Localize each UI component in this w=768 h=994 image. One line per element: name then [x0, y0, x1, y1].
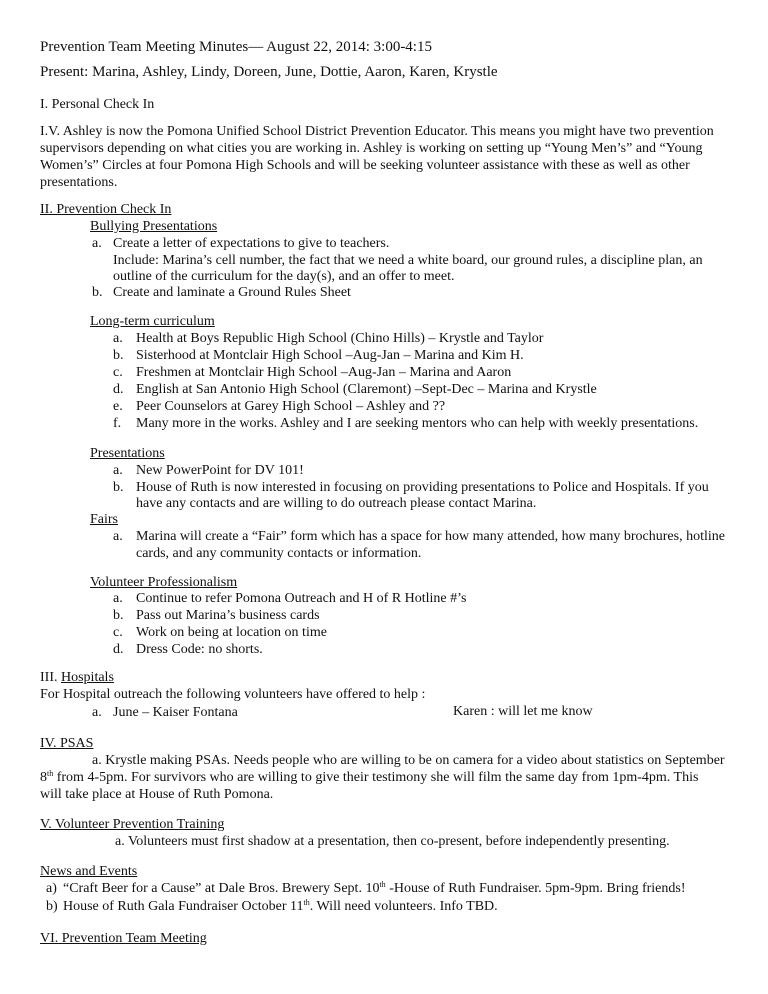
list-item: outline of the curriculum for the day(s), and an offer to meet. — [113, 269, 455, 284]
list-item: Freshmen at Montclair High School –Aug-Jan – Marina and Aaron — [136, 365, 512, 380]
text-run: . Will need volunteers. Info TBD. — [309, 899, 498, 914]
list-item: Create a letter of expectations to give to teachers. — [113, 236, 390, 251]
superscript: th — [47, 769, 54, 778]
paragraph-line: a. Krystle making PSAs. Needs people who are willing to be on camera for a video about statistics on September — [92, 753, 725, 768]
subsection-heading: Fairs — [90, 512, 118, 527]
list-item — [63, 880, 685, 897]
list-marker: c. — [113, 625, 123, 640]
section-heading: II. Prevention Check In — [40, 202, 172, 217]
section-heading: V. Volunteer Prevention Training — [40, 817, 225, 832]
section-heading — [40, 669, 114, 686]
list-marker: a. — [113, 591, 123, 606]
list-marker: c. — [113, 365, 123, 380]
list-item: Dress Code: no shorts. — [136, 642, 263, 657]
list-item: a. Volunteers must first shadow at a presentation, then co-present, before independently presenting. — [115, 834, 670, 849]
section-number: III. — [40, 670, 61, 685]
list-item: cards, and any community contacts or information. — [136, 546, 422, 561]
list-marker: a. — [113, 331, 123, 346]
list-item: June – Kaiser Fontana — [113, 705, 238, 720]
paragraph-line: I.V. Ashley is now the Pomona Unified School District Prevention Educator. This means you might have two prevention — [40, 124, 714, 139]
list-marker: a) — [46, 881, 57, 896]
list-marker: a. — [92, 705, 102, 720]
list-marker: a. — [113, 529, 123, 544]
section-heading: IV. PSAS — [40, 736, 94, 751]
paragraph-line — [40, 769, 698, 786]
section-title: Hospitals — [61, 670, 114, 685]
list-item: Work on being at location on time — [136, 625, 327, 640]
list-item: Many more in the works. Ashley and I are seeking mentors who can help with weekly presentations. — [136, 416, 699, 431]
list-marker: b. — [113, 480, 124, 495]
list-marker: f. — [113, 416, 122, 431]
list-marker: a. — [92, 236, 102, 251]
document-title: Prevention Team Meeting Minutes— August 22, 2014: 3:00-4:15 — [40, 39, 432, 55]
list-item: Create and laminate a Ground Rules Sheet — [113, 285, 351, 300]
list-item: Include: Marina’s cell number, the fact that we need a white board, our ground rules, a discipline plan, an — [113, 253, 703, 268]
list-item: New PowerPoint for DV 101! — [136, 463, 304, 478]
section-heading: VI. Prevention Team Meeting — [40, 931, 207, 946]
text-run: -House of Ruth Fundraiser. 5pm-9pm. Bring friends! — [385, 881, 686, 896]
paragraph-line: supervisors depending on what cities you are working in. Ashley is working on setting up “Young Men’s” and “Young — [40, 141, 703, 156]
subsection-heading: Presentations — [90, 446, 165, 461]
list-item: English at San Antonio High School (Claremont) –Sept-Dec – Marina and Krystle — [136, 382, 597, 397]
list-item: Continue to refer Pomona Outreach and H of R Hotline #’s — [136, 591, 467, 606]
subsection-heading: Long-term curriculum — [90, 314, 215, 329]
list-item: Marina will create a “Fair” form which has a space for how many attended, how many brochures, hotline — [136, 529, 725, 544]
list-marker: a. — [113, 463, 123, 478]
section-heading: I. Personal Check In — [40, 97, 155, 112]
list-item: Health at Boys Republic High School (Chino Hills) – Krystle and Taylor — [136, 331, 544, 346]
attendees: Present: Marina, Ashley, Lindy, Doreen, June, Dottie, Aaron, Karen, Krystle — [40, 64, 498, 80]
list-marker: e. — [113, 399, 123, 414]
list-marker: b) — [46, 899, 58, 914]
list-item: have any contacts and are willing to do outreach please contact Marina. — [136, 496, 537, 511]
subsection-heading: Volunteer Professionalism — [90, 575, 238, 590]
list-item — [63, 898, 498, 915]
list-item: Pass out Marina’s business cards — [136, 608, 320, 623]
list-marker: b. — [92, 285, 103, 300]
list-item: Peer Counselors at Garey High School – Ashley and ?? — [136, 399, 446, 414]
subsection-heading: Bullying Presentations — [90, 219, 218, 234]
paragraph-line: will take place at House of Ruth Pomona. — [40, 787, 274, 802]
superscript: th — [379, 880, 386, 889]
text-run: “Craft Beer for a Cause” at Dale Bros. Brewery Sept. 10 — [63, 881, 380, 896]
list-marker: b. — [113, 348, 124, 363]
text-run: 8 — [40, 770, 47, 785]
list-marker: d. — [113, 642, 124, 657]
section-heading: News and Events — [40, 864, 138, 879]
paragraph-line: For Hospital outreach the following volunteers have offered to help : — [40, 687, 426, 702]
list-item: Karen : will let me know — [453, 704, 593, 719]
list-item: Sisterhood at Montclair High School –Aug-Jan – Marina and Kim H. — [136, 348, 524, 363]
superscript: th — [303, 898, 310, 907]
text-run: from 4-5pm. For survivors who are willing to give their testimony she will film the same day from 1pm-4pm. This — [53, 770, 699, 785]
paragraph-line: Women’s” Circles at four Pomona High Schools and will be seeking volunteer assistance with these as well as other — [40, 158, 690, 173]
list-marker: d. — [113, 382, 124, 397]
paragraph-line: presentations. — [40, 175, 118, 190]
list-marker: b. — [113, 608, 124, 623]
list-item: House of Ruth is now interested in focusing on providing presentations to Police and Hospitals. If you — [136, 480, 709, 495]
text-run: House of Ruth Gala Fundraiser October 11 — [63, 899, 304, 914]
